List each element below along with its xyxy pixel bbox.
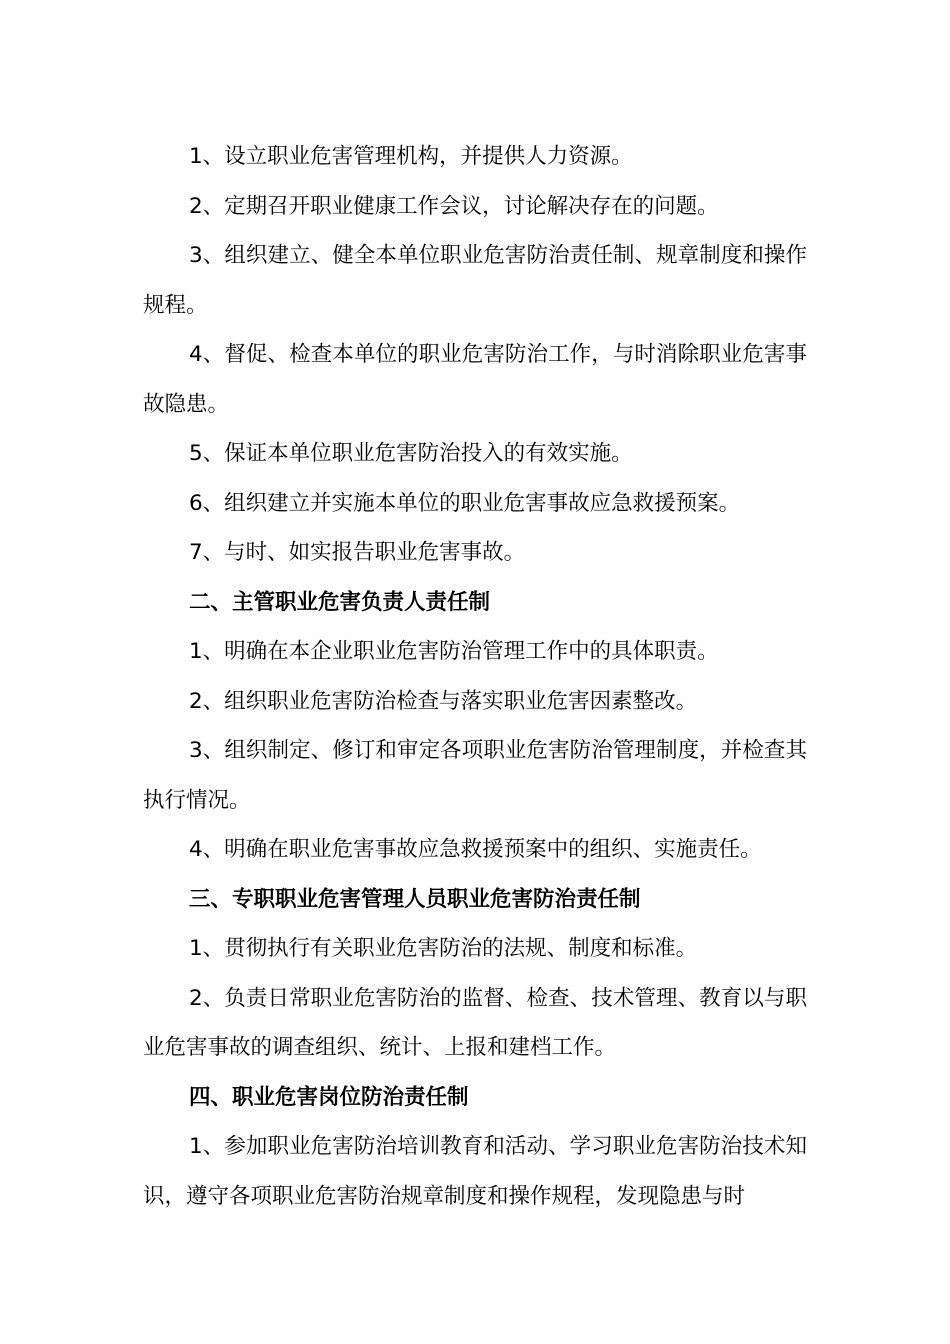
paragraph-14: 1、参加职业危害防治培训教育和活动、学习职业危害防治技术知识，遵守各项职业危害防治规章制度和操作规程，发现隐患与时 — [143, 1134, 807, 1209]
paragraph-8: 1、明确在本企业职业危害防治管理工作中的具体职责。 — [189, 639, 719, 664]
section-heading-4: 四、职业危害岗位防治责任制 — [189, 1084, 469, 1110]
paragraph-1: 1、设立职业危害管理机构，并提供人力资源。 — [189, 144, 633, 169]
document-body — [143, 132, 807, 1221]
paragraph-11: 4、明确在职业危害事故应急救援预案中的组织、实施责任。 — [189, 837, 762, 862]
section-heading-3: 三、专职职业危害管理人员职业危害防治责任制 — [189, 886, 641, 912]
section-heading-2: 二、主管职业危害负责人责任制 — [189, 589, 491, 615]
paragraph-5: 5、保证本单位职业危害防治投入的有效实施。 — [189, 441, 633, 466]
paragraph-7: 7、与时、如实报告职业危害事故。 — [189, 540, 526, 565]
paragraph-10: 3、组织制定、修订和审定各项职业危害防治管理制度，并检查其执行情况。 — [143, 738, 807, 813]
paragraph-13: 2、负责日常职业危害防治的监督、检查、技术管理、教育以与职业危害事故的调查组织、统计、上报和建档工作。 — [143, 985, 807, 1060]
paragraph-12: 1、贯彻执行有关职业危害防治的法规、制度和标准。 — [189, 936, 698, 961]
paragraph-9: 2、组织职业危害防治检查与落实职业危害因素整改。 — [189, 688, 698, 714]
paragraph-6: 6、组织建立并实施本单位的职业危害事故应急救援预案。 — [189, 490, 741, 516]
paragraph-3: 3、组织建立、健全本单位职业危害防治责任制、规章制度和操作规程。 — [143, 243, 807, 318]
paragraph-4: 4、督促、检查本单位的职业危害防治工作，与时消除职业危害事故隐患。 — [143, 342, 807, 417]
paragraph-2: 2、定期召开职业健康工作会议，讨论解决存在的问题。 — [189, 193, 719, 219]
